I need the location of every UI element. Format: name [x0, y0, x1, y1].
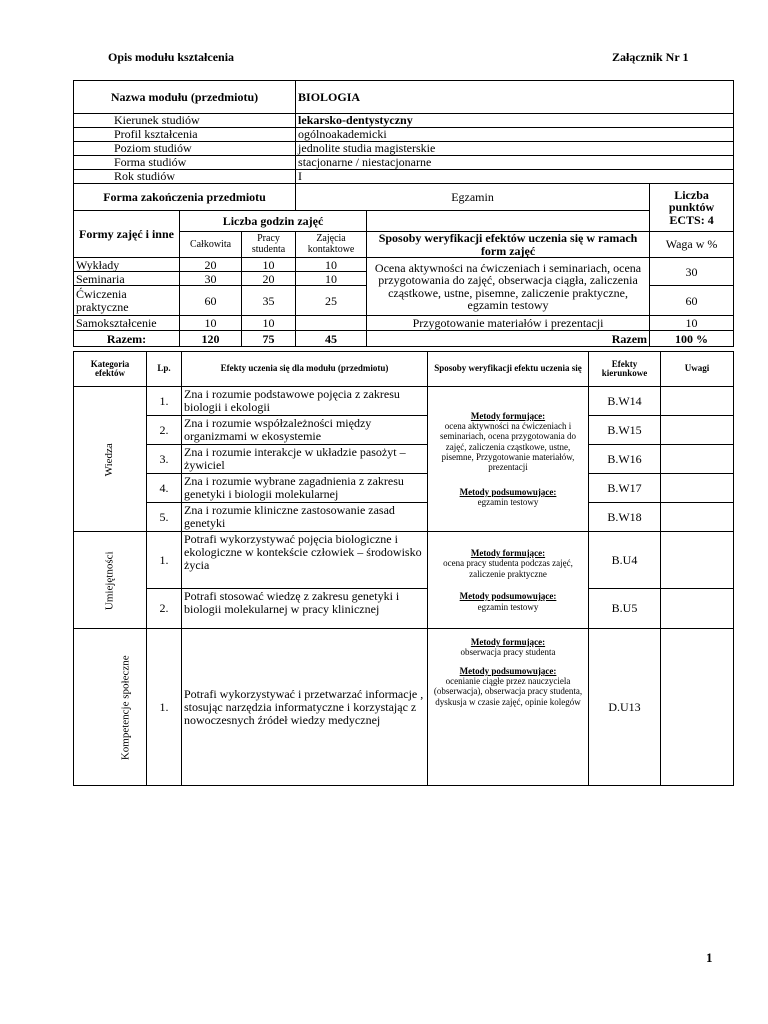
- page-number: 1: [706, 950, 713, 965]
- year-value: I: [296, 170, 734, 184]
- formative-title: Metody formujące:: [470, 637, 546, 647]
- notes-cell: [661, 445, 734, 474]
- completion-label: Forma zakończenia przedmiotu: [74, 184, 296, 211]
- lp: 5.: [147, 503, 182, 532]
- lp: 2.: [147, 589, 182, 629]
- effect-text: Zna i rozumie współzależności między organizmami w ekosystemie: [182, 416, 428, 445]
- category-skills: [74, 532, 147, 629]
- summative-text: egzamin testowy: [477, 601, 539, 612]
- module-info-table: [73, 80, 734, 347]
- weight-1: 30: [650, 258, 734, 286]
- summative-title: Metody podsumowujące:: [459, 486, 557, 497]
- effect-text: Potrafi wykorzystywać i przetwarzać informacje , stosując narzędzia informatyczne i korzystając z nowoczesnych źródeł wiedzy medycznej: [182, 629, 428, 786]
- seminars-student: 20: [242, 272, 296, 286]
- practicals-student: 35: [242, 286, 296, 316]
- self-study-contact: [296, 316, 367, 331]
- notes-cell: [661, 416, 734, 445]
- lectures-student: 10: [242, 258, 296, 272]
- effect-text: Zna i rozumie kliniczne zastosowanie zasad genetyki: [182, 503, 428, 532]
- total-hours: 120: [180, 331, 242, 347]
- field-direction-value: lekarsko-dentystyczny: [296, 114, 734, 128]
- total-student: 75: [242, 331, 296, 347]
- lectures-total: 20: [180, 258, 242, 272]
- form-row-practicals: Ćwiczenia praktyczne: [74, 286, 180, 316]
- directional-code: B.U5: [589, 589, 661, 629]
- col-notes: Uwagi: [661, 352, 734, 387]
- total-contact: 45: [296, 331, 367, 347]
- year-label: Rok studiów: [74, 170, 296, 184]
- directional-code: B.U4: [589, 532, 661, 589]
- self-study-verification: Przygotowanie materiałów i prezentacji: [367, 316, 650, 331]
- formative-text: ocena aktywności na ćwiczeniach i seminariach, ocena przygotowania do zajęć, zaliczenia cząstkowe, ustne, pisemne, Przygotowanie materiałów, prezentacji: [440, 420, 576, 473]
- notes-cell: [661, 589, 734, 629]
- verification-main: Ocena aktywności na ćwiczeniach i seminariach, ocena przygotowania do zajęć, obserwacja ciągła, zaliczenia cząstkowe, ustne, pisemne, zaliczenie praktyczne, egzamin testowy: [367, 258, 650, 316]
- directional-code: D.U13: [589, 629, 661, 786]
- knowledge-verification: [428, 387, 589, 532]
- skills-verification: [428, 532, 589, 629]
- verification-label: Sposoby weryfikacji efektów uczenia się w ramach form zajęć: [367, 232, 650, 258]
- total-label: Razem:: [74, 331, 180, 347]
- directional-code: B.W18: [589, 503, 661, 532]
- lp: 3.: [147, 445, 182, 474]
- level-value: jednolite studia magisterskie: [296, 142, 734, 156]
- form-row-self-study: Samokształcenie: [74, 316, 180, 331]
- social-verification: [428, 629, 589, 786]
- weight-total: 100 %: [650, 331, 734, 347]
- col-total: Całkowita: [180, 232, 242, 258]
- lp: 4.: [147, 474, 182, 503]
- seminars-total: 30: [180, 272, 242, 286]
- module-name-value: BIOLOGIA: [296, 81, 734, 114]
- lp: 1.: [147, 532, 182, 589]
- module-name-label: Nazwa modułu (przedmiotu): [74, 81, 296, 114]
- self-study-weight: 10: [650, 316, 734, 331]
- weight-2: 60: [650, 286, 734, 316]
- col-directional: Efekty kierunkowe: [589, 352, 661, 387]
- effect-text: Zna i rozumie interakcje w układzie pasożyt – żywiciel: [182, 445, 428, 474]
- col-category: Kategoria efektów: [74, 352, 147, 387]
- practicals-contact: 25: [296, 286, 367, 316]
- effect-text: Zna i rozumie podstawowe pojęcia z zakresu biologii i ekologii: [182, 387, 428, 416]
- form-row-seminars: Seminaria: [74, 272, 180, 286]
- notes-cell: [661, 503, 734, 532]
- profile-label: Profil kształcenia: [74, 128, 296, 142]
- effect-text: Potrafi stosować wiedzę z zakresu genetyki i biologii molekularnej w pracy klinicznej: [182, 589, 428, 629]
- field-direction-label: Kierunek studiów: [74, 114, 296, 128]
- notes-cell: [661, 532, 734, 589]
- lp: 1.: [147, 387, 182, 416]
- learning-outcomes-table: [73, 351, 734, 786]
- directional-code: B.W17: [589, 474, 661, 503]
- notes-cell: [661, 474, 734, 503]
- completion-value: Egzamin: [296, 184, 650, 211]
- lp: 1.: [147, 629, 182, 786]
- formative-text: obserwacja pracy studenta: [460, 647, 556, 658]
- lectures-contact: 10: [296, 258, 367, 272]
- summative-title: Metody podsumowujące:: [459, 665, 557, 676]
- effect-text: Potrafi wykorzystywać pojęcia biologiczne i ekologiczne w kontekście człowiek – środowisko życia: [182, 532, 428, 589]
- hours-label: Liczba godzin zajęć: [180, 211, 367, 232]
- category-social: [74, 629, 147, 786]
- forms-label: Formy zajęć i inne: [74, 211, 180, 258]
- doc-title: Opis modułu kształcenia: [108, 50, 235, 64]
- seminars-contact: 10: [296, 272, 367, 286]
- form-value: stacjonarne / niestacjonarne: [296, 156, 734, 170]
- weight-label: Waga w %: [650, 232, 734, 258]
- category-social-label: Kompetencje społeczne: [119, 655, 132, 761]
- form-row-lectures: Wykłady: [74, 258, 180, 272]
- self-study-total: 10: [180, 316, 242, 331]
- col-lp: Lp.: [147, 352, 182, 387]
- form-label: Forma studiów: [74, 156, 296, 170]
- practicals-total: 60: [180, 286, 242, 316]
- level-label: Poziom studiów: [74, 142, 296, 156]
- col-contact: Zajęcia kontaktowe: [296, 232, 367, 258]
- col-verification: Sposoby weryfikacji efektu uczenia się: [428, 352, 589, 387]
- self-study-student: 10: [242, 316, 296, 331]
- ects-points: Liczba punktów ECTS: 4: [650, 184, 734, 232]
- summative-text: ocenianie ciągłe przez nauczyciela (obserwacja), obserwacja pracy studenta, dyskusja w czasie zajęć, opinie kolegów: [433, 676, 583, 707]
- col-effects: Efekty uczenia się dla modułu (przedmiotu): [182, 352, 428, 387]
- formative-text: ocena pracy studenta podczas zajęć, zaliczenie praktyczne: [443, 558, 573, 579]
- razem-label: Razem: [367, 331, 650, 347]
- formative-title: Metody formujące:: [470, 548, 546, 559]
- summative-text: egzamin testowy: [477, 497, 539, 508]
- formative-title: Metody formujące:: [470, 410, 546, 421]
- directional-code: B.W15: [589, 416, 661, 445]
- category-knowledge-label: Wiedza: [103, 443, 116, 477]
- profile-value: ogólnoakademicki: [296, 128, 734, 142]
- col-student: Pracy studenta: [242, 232, 296, 258]
- notes-cell: [661, 629, 734, 786]
- lp: 2.: [147, 416, 182, 445]
- category-knowledge: [74, 387, 147, 532]
- summative-title: Metody podsumowujące:: [459, 591, 557, 602]
- directional-code: B.W16: [589, 445, 661, 474]
- effect-text: Zna i rozumie wybrane zagadnienia z zakresu genetyki i biologii molekularnej: [182, 474, 428, 503]
- attachment-label: Załącznik Nr 1: [612, 50, 689, 64]
- directional-code: B.W14: [589, 387, 661, 416]
- notes-cell: [661, 387, 734, 416]
- category-skills-label: Umiejętności: [103, 551, 116, 611]
